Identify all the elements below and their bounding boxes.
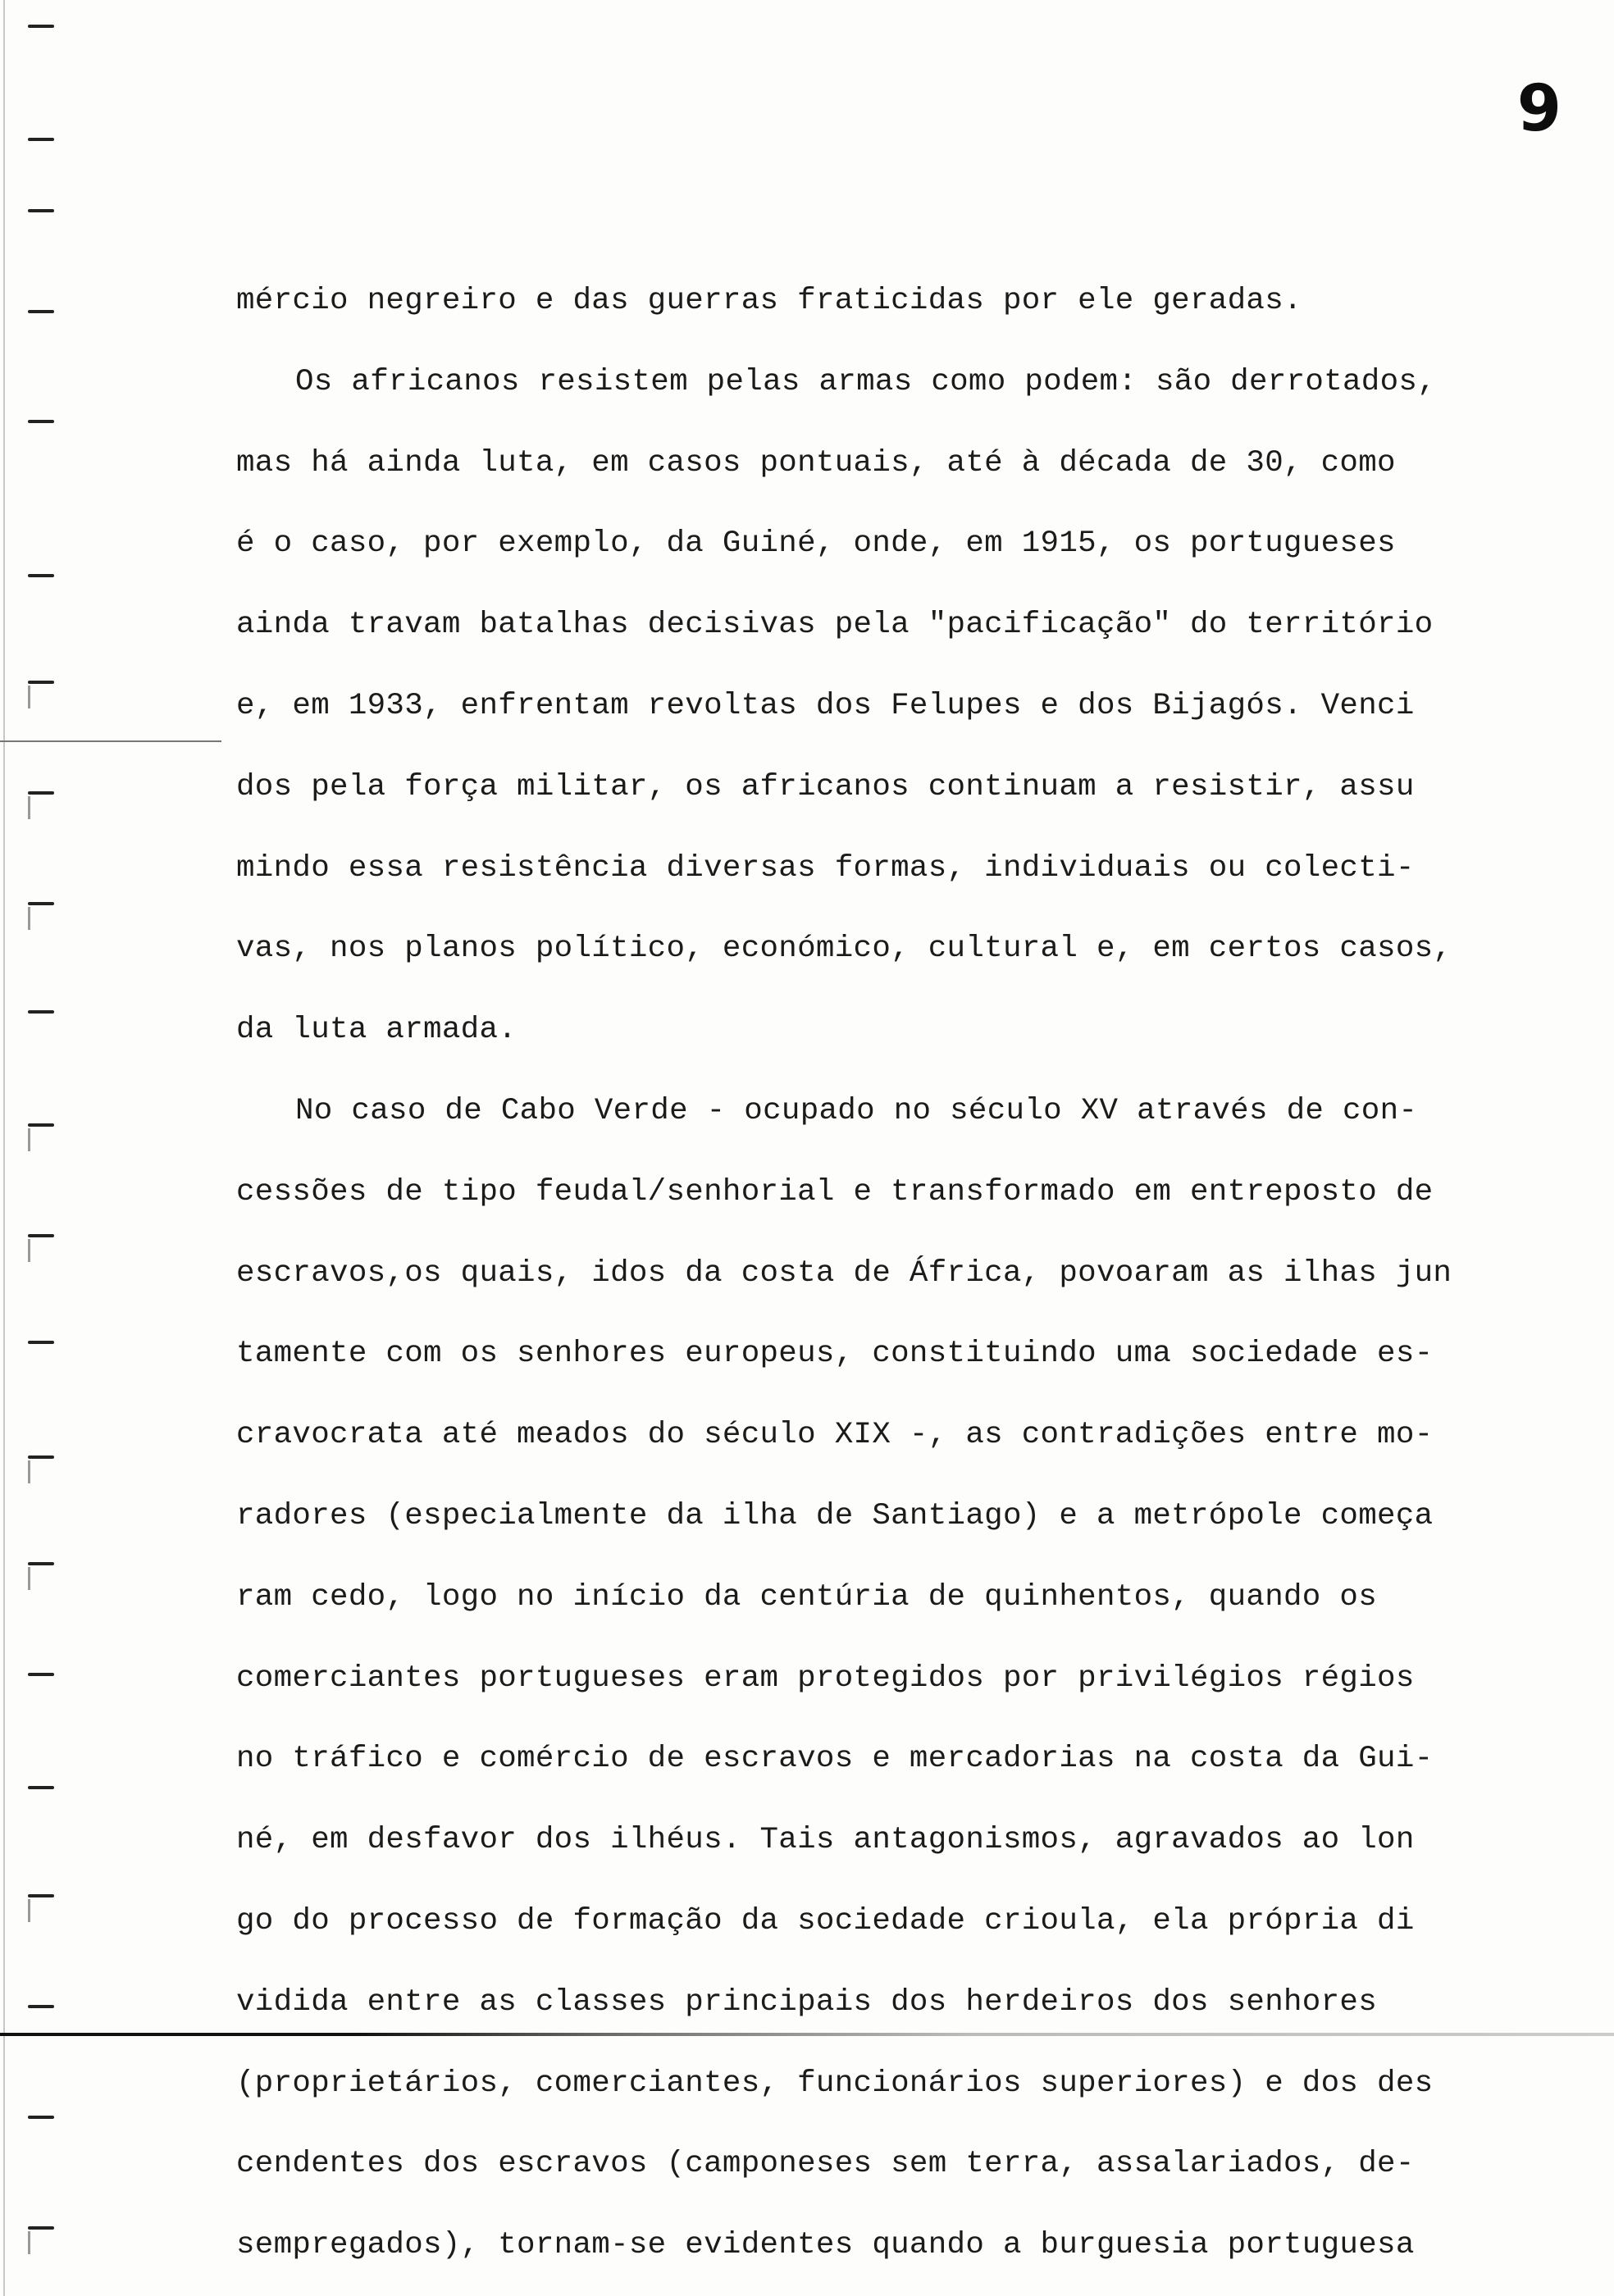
margin-mark [28, 1010, 54, 1014]
text-line: vas, nos planos político, económico, cultural e, em certos casos, [236, 932, 1452, 967]
margin-tick [28, 1460, 30, 1483]
text-line: e, em 1933, enfrentam revoltas dos Felupes e dos Bijagós. Venci [236, 688, 1415, 723]
margin-mark [28, 681, 54, 684]
margin-tick [28, 1899, 30, 1922]
text-line: no tráfico e comércio de escravos e mercadorias na costa da Gui- [236, 1742, 1434, 1777]
text-line: ram cedo, logo no início da centúria de quinhentos, quando os [236, 1579, 1378, 1615]
margin-mark [28, 1673, 54, 1676]
page-number: 9 [1516, 72, 1562, 146]
margin-mark [28, 1786, 54, 1789]
fold-line [0, 740, 221, 742]
text-line: escravos,os quais, idos da costa de África, povoaram as ilhas jun [236, 1255, 1452, 1291]
text-line: comerciantes portugueses eram protegidos por privilégios régios [236, 1660, 1415, 1696]
margin-mark [28, 574, 54, 577]
text-line: tamente com os senhores europeus, constituindo uma sociedade es- [236, 1337, 1434, 1372]
text-line: (proprietários, comerciantes, funcionários superiores) e dos des [236, 2066, 1434, 2101]
text-line: cendentes dos escravos (camponeses sem terra, assalariados, de- [236, 2147, 1415, 2182]
margin-mark [28, 2226, 54, 2230]
text-line: né, em desfavor dos ilhéus. Tais antagonismos, agravados ao lon [236, 1823, 1415, 1858]
text-line: dos pela força militar, os africanos continuam a resistir, assu [236, 769, 1415, 804]
text-line: No caso de Cabo Verde - ocupado no século XV através de con- [295, 1093, 1418, 1128]
text-line: da luta armada. [236, 1013, 517, 1048]
margin-tick [28, 1567, 30, 1590]
text-line: sempregados), tornam-se evidentes quando a burguesia portuguesa [236, 2228, 1415, 2263]
scan-edge-line [3, 0, 5, 2296]
margin-mark [28, 791, 54, 795]
margin-mark [28, 1123, 54, 1127]
margin-tick [28, 1239, 30, 1262]
text-line: Os africanos resistem pelas armas como podem: são derrotados, [295, 364, 1437, 399]
margin-mark [28, 138, 54, 141]
margin-mark [28, 1341, 54, 1344]
margin-mark [28, 1456, 54, 1459]
text-line: é o caso, por exemplo, da Guiné, onde, em 1915, os portugueses [236, 526, 1396, 562]
text-line: mas há ainda luta, em casos pontuais, até à década de 30, como [236, 445, 1396, 481]
margin-mark [28, 25, 54, 28]
margin-tick [28, 686, 30, 708]
margin-mark [28, 310, 54, 313]
margin-tick [28, 1128, 30, 1151]
margin-mark [28, 1894, 54, 1897]
text-line: ainda travam batalhas decisivas pela "pacificação" do território [236, 608, 1434, 643]
text-line: radores (especialmente da ilha de Santiago) e a metrópole começa [236, 1498, 1434, 1533]
margin-tick [28, 796, 30, 819]
margin-mark [28, 209, 54, 212]
text-line: cessões de tipo feudal/senhorial e transformado em entreposto de [236, 1174, 1434, 1210]
text-line: mindo essa resistência diversas formas, individuais ou colecti- [236, 850, 1415, 886]
margin-mark [28, 2005, 54, 2008]
text-line: go do processo de formação da sociedade crioula, ela própria di [236, 1903, 1415, 1938]
text-line: vidida entre as classes principais dos herdeiros dos senhores [236, 1984, 1378, 2020]
margin-tick [28, 2231, 30, 2254]
text-line: cravocrata até meados do século XIX -, as contradições entre mo- [236, 1418, 1434, 1453]
margin-mark [28, 1562, 54, 1565]
margin-mark [28, 2116, 54, 2119]
margin-tick [28, 907, 30, 930]
margin-mark [28, 1234, 54, 1237]
margin-mark [28, 420, 54, 423]
body-text [236, 261, 1557, 2286]
text-line: mércio negreiro e das guerras fraticidas por ele geradas. [236, 284, 1302, 318]
margin-mark [28, 902, 54, 905]
